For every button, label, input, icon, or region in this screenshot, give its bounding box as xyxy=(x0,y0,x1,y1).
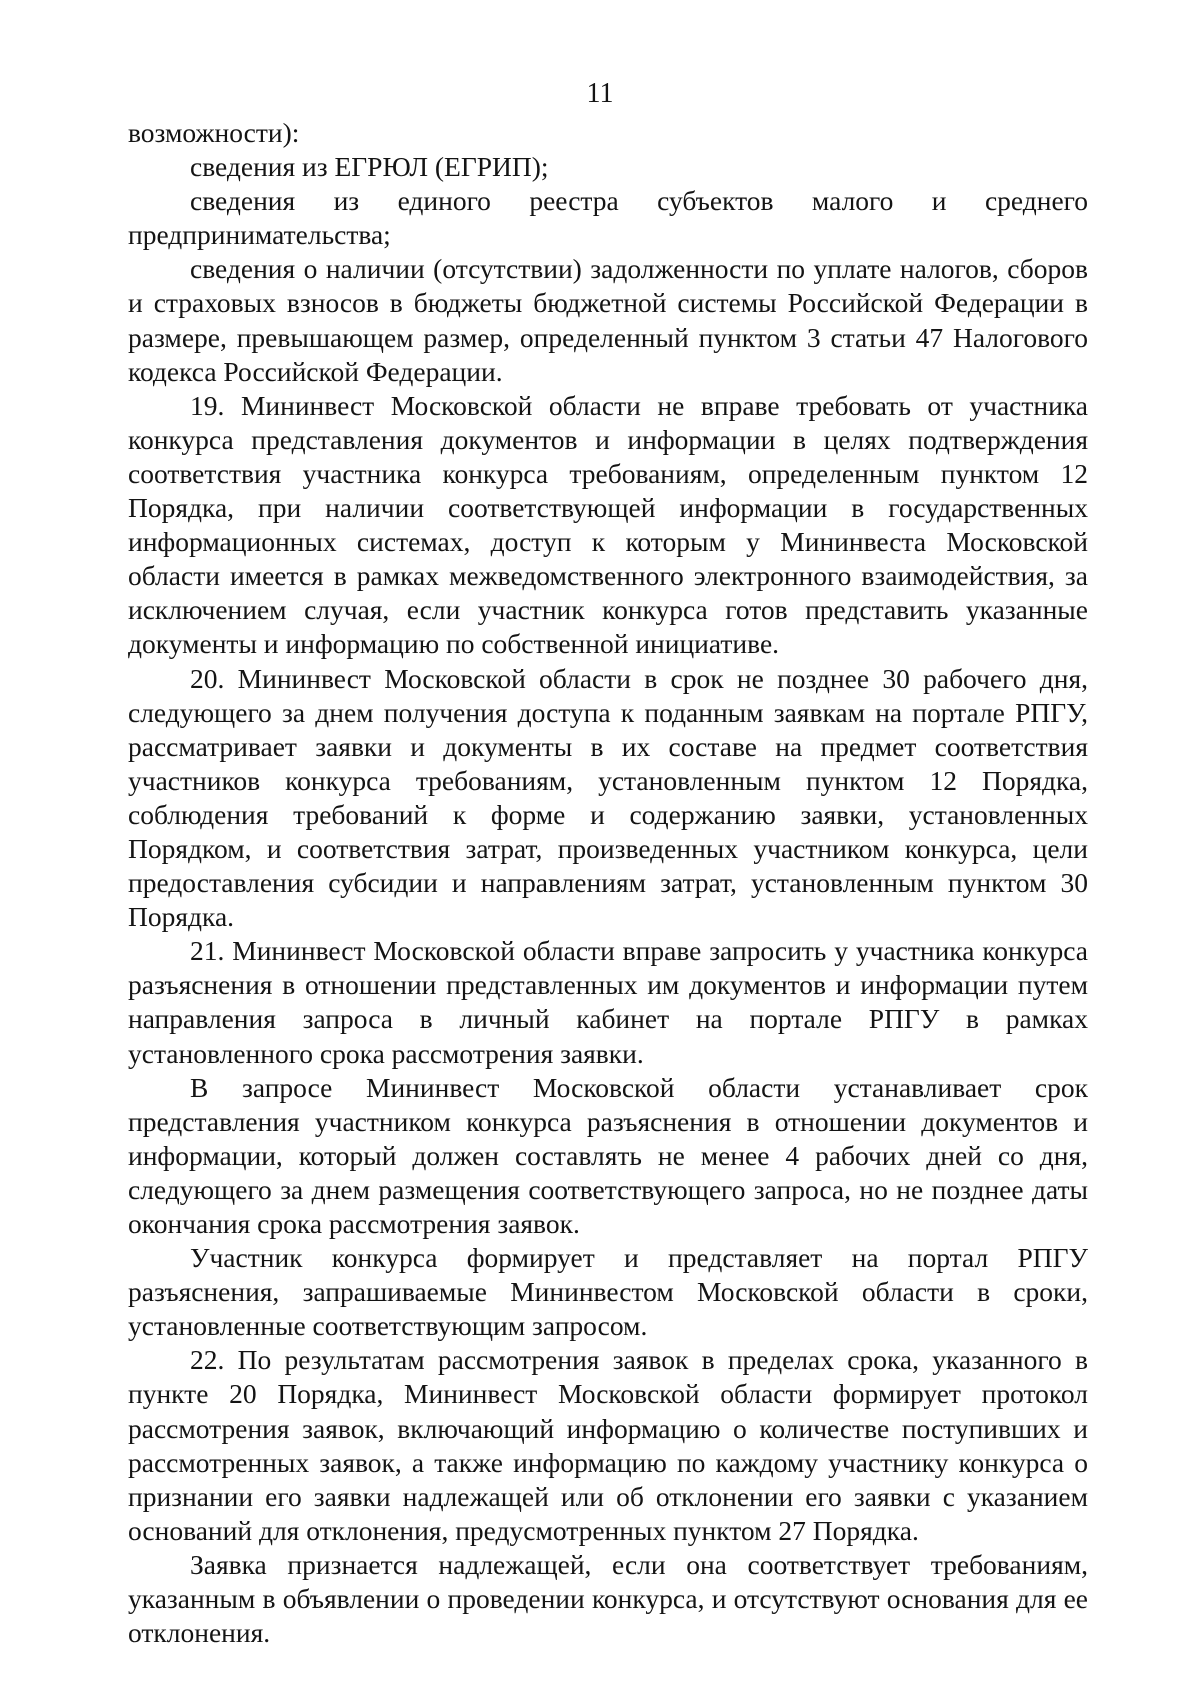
paragraph-egrul: сведения из ЕГРЮЛ (ЕГРИП); xyxy=(190,151,549,183)
paragraph-22-proper: Заявка признается надлежащей, если она соответствует требованиям, указанным в объявлении о проведении конкурса, и отсутствуют основания для ее отклонения. xyxy=(128,1548,1088,1649)
paragraph-tax-debt: сведения о наличии (отсутствии) задолженности по уплате налогов, сборов и страховых взносов в бюджеты бюджетной системы Российской Федерации в размере, превышающем размер, определенный пунктом 3 статьи 47 Налогового кодекса Российской Федерации. xyxy=(128,253,1088,387)
paragraph-21-participant: Участник конкурса формирует и представляет на портал РПГУ разъяснения, запрашиваемые Мининвестом Московской области в сроки, установленные соответствующим запросом. xyxy=(128,1242,1088,1342)
paragraph-continuation: возможности): xyxy=(128,117,300,148)
paragraph-20: 20. Мининвест Московской области в срок не позднее 30 рабочего дня, следующего за днем получения доступа к поданным заявкам на портале РПГУ, рассматривает заявки и документы в их составе на предмет соответствия участников конкурса требованиям, установленным пунктом 12 Порядка, соблюдения требований к форме и содержанию заявки, установленных Порядком, и соответствия затрат, произведенных участником конкурса, цели предоставления субсидии и направлениям затрат, установленным пунктом 30 Порядка. xyxy=(128,662,1088,933)
paragraph-22: 22. По результатам рассмотрения заявок в пределах срока, указанного в пункте 20 Порядка, Мининвест Московской области формирует протокол рассмотрения заявок, включающий информацию о количестве поступивших и рассмотренных заявок, а также информацию по каждому участнику конкурса о признании его заявки надлежащей или об отклонении его заявки с указанием оснований для отклонения, предусмотренных пунктом 27 Порядка. xyxy=(128,1344,1088,1546)
paragraph-21: 21. Мининвест Московской области вправе запросить у участника конкурса разъяснения в отношении представленных им документов и информации путем направления запроса в личный кабинет на портале РПГУ в рамках установленного срока рассмотрения заявки. xyxy=(128,935,1088,1069)
paragraph-19: 19. Мининвест Московской области не вправе требовать от участника конкурса представления документов и информации в целях подтверждения соответствия участника конкурса требованиям, определенным пунктом 12 Порядка, при наличии соответствующей информации в государственных информационных системах, доступ к которым у Мининвеста Московской области имеется в рамках межведомственного электронного взаимодействия, за исключением случая, если участник конкурса готов представить указанные документы и информацию по собственной инициативе. xyxy=(128,389,1088,660)
paragraph-msp-registry: сведения из единого реестра субъектов малого и среднего предпринимательства; xyxy=(128,185,1088,251)
page-number: 11 xyxy=(586,78,614,109)
paragraph-21-request: В запросе Мининвест Московской области устанавливает срок представления участником конкурса разъяснения в отношении документов и информации, который должен составлять не менее 4 рабочих дней со дня, следующего за днем размещения соответствующего запроса, но не позднее даты окончания срока рассмотрения заявок. xyxy=(128,1071,1088,1239)
document-body xyxy=(128,116,1088,1650)
